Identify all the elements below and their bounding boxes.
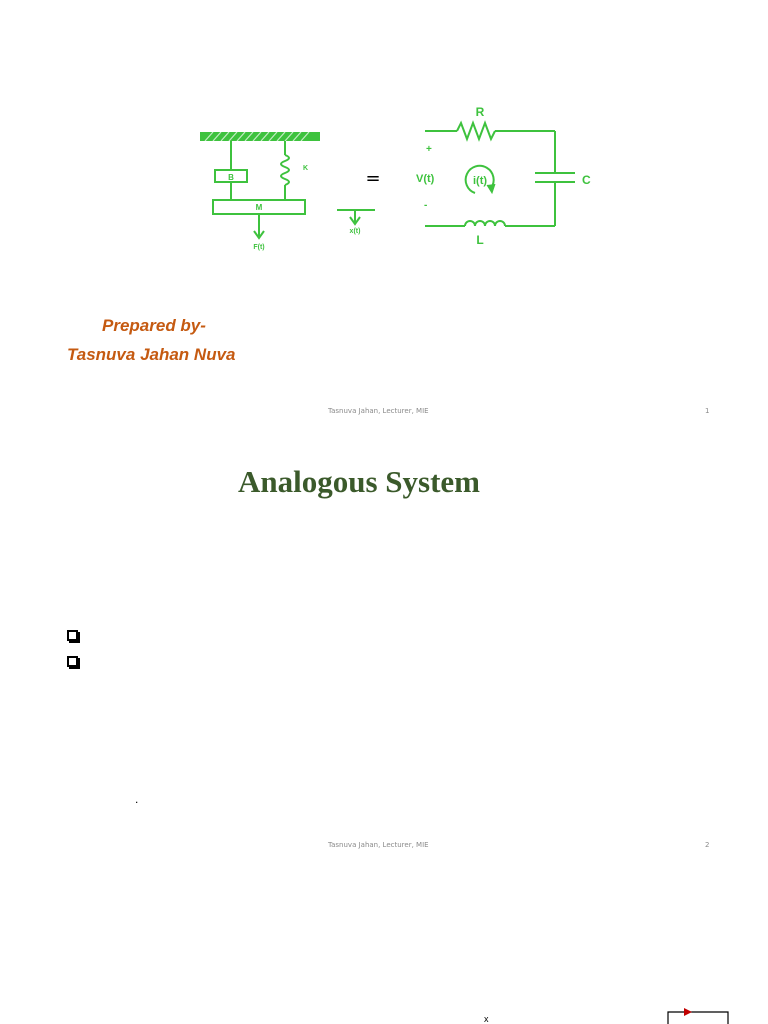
square-bullet-icon [67, 630, 78, 641]
inductor-label: L [476, 233, 484, 247]
capacitor-label: C [582, 173, 591, 187]
electrical-circuit [416, 105, 591, 247]
slide-title: Analogous System [237, 464, 480, 499]
block-diagram-fragment [662, 1004, 742, 1024]
spring [281, 155, 289, 185]
inductor [465, 221, 505, 226]
force-label: F(t) [253, 244, 265, 251]
equals-sign: = [365, 168, 381, 189]
stray-period: . [135, 792, 139, 806]
page-number: 2 [705, 841, 710, 849]
plus-sign: + [426, 144, 432, 155]
author-name: Tasnuva Jahan Nuva [67, 345, 236, 364]
slide-2 [0, 438, 768, 876]
source-label: V(t) [416, 173, 435, 185]
slide-3 [0, 876, 768, 1024]
prepared-by-label: Prepared by- [102, 316, 206, 335]
axis-marker: x [484, 1014, 489, 1024]
slide-footer: Tasnuva Jahan, Lecturer, MIE [328, 841, 429, 849]
square-bullet-icon [67, 656, 78, 667]
minus-sign: - [424, 200, 428, 211]
resistor [457, 123, 495, 139]
page-number: 1 [705, 407, 710, 415]
current-label: i(t) [472, 175, 488, 187]
slide-footer: Tasnuva Jahan, Lecturer, MIE [328, 407, 429, 415]
mass-label: M [255, 203, 263, 212]
slide-1 [0, 0, 768, 438]
red-arrow-icon [684, 1008, 692, 1016]
resistor-label: R [475, 105, 485, 119]
damper-label: B [228, 173, 234, 182]
analogous-system-diagram [195, 100, 610, 260]
displacement-label: x(t) [349, 228, 361, 235]
spring-label: K [303, 165, 309, 172]
mechanical-system [200, 132, 375, 251]
